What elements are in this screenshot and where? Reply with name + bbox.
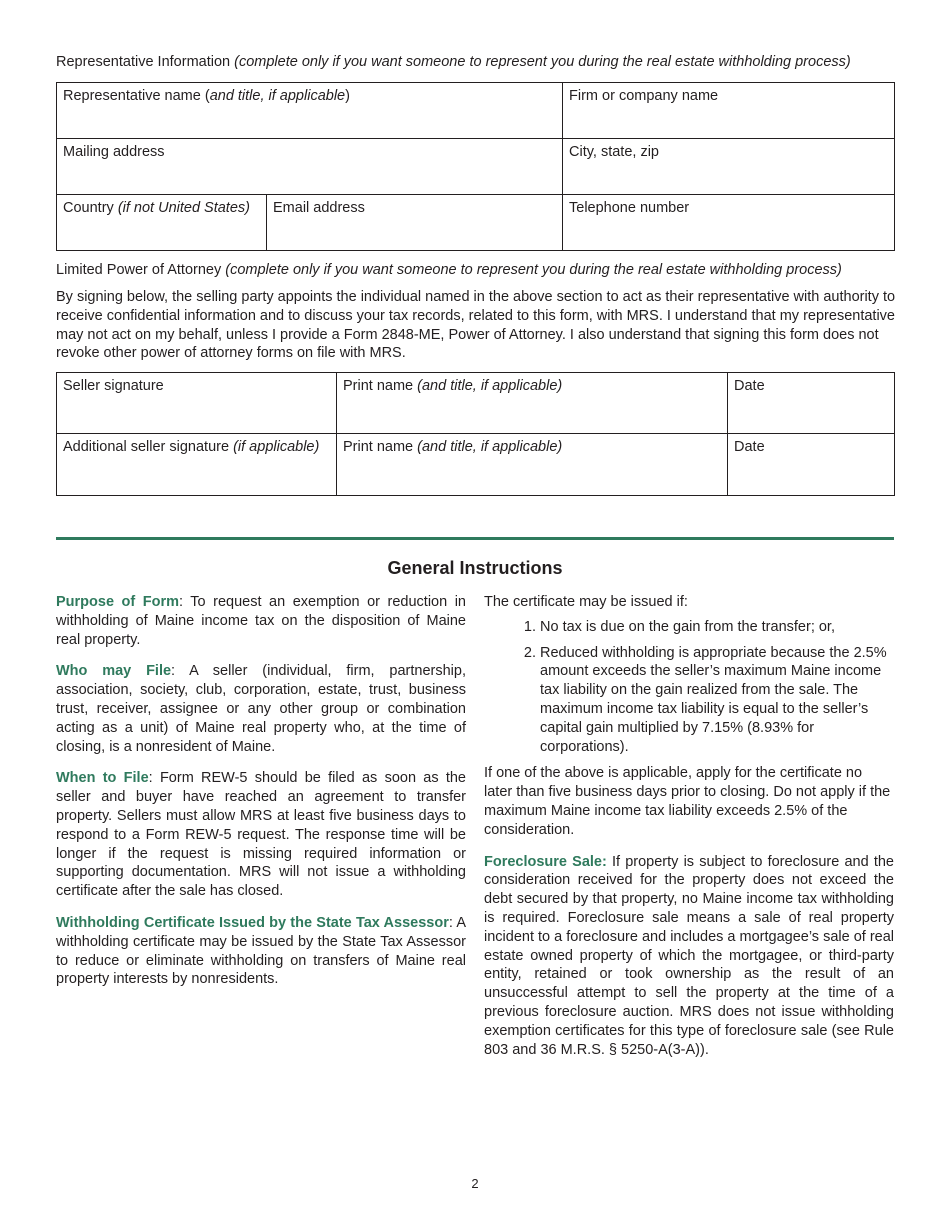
page-number: 2: [471, 1176, 479, 1191]
seller-signature-field[interactable]: Seller signature: [57, 373, 337, 434]
when-to-file-paragraph: When to File: Form REW-5 should be filed as soon as the seller and buyer have reached an agreement to transfer property. Sellers must allow MRS at least five business days to respond to a Form REW-5 request. The response time will be longer if the request is missing required information or supporting documentation. MRS will not issue a withholding certificate after the sale has closed.: [56, 770, 466, 900]
rep-info-table: [56, 82, 895, 251]
purpose-paragraph: Purpose of Form: To request an exemption or reduction in withholding of Maine income tax on the disposition of Maine real property.: [56, 594, 466, 648]
telephone-field[interactable]: Telephone number: [563, 195, 895, 251]
mailing-address-field[interactable]: Mailing address: [57, 139, 563, 195]
signature-table: [56, 372, 895, 496]
withholding-certificate-paragraph: Withholding Certificate Issued by the State Tax Assessor: A withholding certificate may be issued by the State Tax Assessor to reduce or eliminate withholding on transfers of Maine real property interests by nonresidents.: [56, 914, 466, 988]
poa-section-heading: Limited Power of Attorney (complete only if you want someone to represent you during the real estate withholding process): [56, 262, 842, 278]
country-field[interactable]: Country (if not United States): [57, 195, 267, 251]
conditions-list: [484, 618, 894, 757]
foreclosure-paragraph: Foreclosure Sale: If property is subject to foreclosure and the consideration received for the property does not exceed the debt secured by that property, no Maine income tax withholding is required. Foreclosure sale means a sale of real property incident to a foreclosure and includes a mortgagee’s sale of real estate owned property of which the mortgagee, or third-party entity, retained or took ownership as the result of an unsuccessful attempt to sell the property at the time of a previous foreclosure auction. MRS does not issue withholding exemption certificates for this type of foreclosure sale (see Rule 803 and 36 M.R.S. § 5250-A(3-A)).: [484, 853, 895, 1058]
general-instructions-title: General Instructions: [387, 558, 563, 578]
who-may-file-paragraph: Who may File: A seller (individual, firm, partnership, association, society, club, corporation, estate, trust, business trust, receiver, assignee or any other group or combination acting as a unit) of Maine real property who, at the time of closing, is a nonresident of Maine.: [56, 663, 466, 755]
may-issue-text: The certificate may be issued if:: [484, 594, 688, 610]
poa-body-text: By signing below, the selling party appoints the individual named in the above section to act as their representative with authority to receive confidential information and to discuss your tax records, related to this form, with MRS. I understand that my representative may not act on my behalf, unless I provide a Form 2848-ME, Power of Attorney. I also understand that signing this form does not revoke other power of attorney forms on file with MRS.: [56, 289, 896, 362]
instructions-right-column: [484, 593, 894, 1072]
additional-date-field[interactable]: Date: [728, 434, 895, 496]
additional-print-name-field[interactable]: Print name (and title, if applicable): [337, 434, 728, 496]
section-divider: [56, 537, 894, 540]
firm-name-field[interactable]: Firm or company name: [563, 83, 895, 139]
print-name-field[interactable]: Print name (and title, if applicable): [337, 373, 728, 434]
list-item: 2. Reduced withholding is appropriate because the 2.5% amount exceeds the seller’s maximum Maine income tax liability on the gain realized from the sale. The maximum income tax liability is equal to the seller’s capital gain multiplied by 7.15% (8.93% for corporations).: [540, 644, 894, 757]
rep-name-field[interactable]: Representative name (and title, if applicable): [57, 83, 563, 139]
rep-section-heading: Representative Information (complete only if you want someone to represent you during the real estate withholding process): [56, 54, 851, 70]
city-state-zip-field[interactable]: City, state, zip: [563, 139, 895, 195]
instructions-left-column: [56, 593, 466, 1002]
date-field[interactable]: Date: [728, 373, 895, 434]
additional-seller-signature-field[interactable]: Additional seller signature (if applicable): [57, 434, 337, 496]
email-field[interactable]: Email address: [267, 195, 563, 251]
list-item: 1. No tax is due on the gain from the transfer; or,: [540, 618, 894, 637]
applicable-paragraph: If one of the above is applicable, apply for the certificate no later than five business days prior to closing. Do not apply if the maximum Maine income tax liability exceeds 2.5% of the consideration.: [484, 765, 891, 838]
